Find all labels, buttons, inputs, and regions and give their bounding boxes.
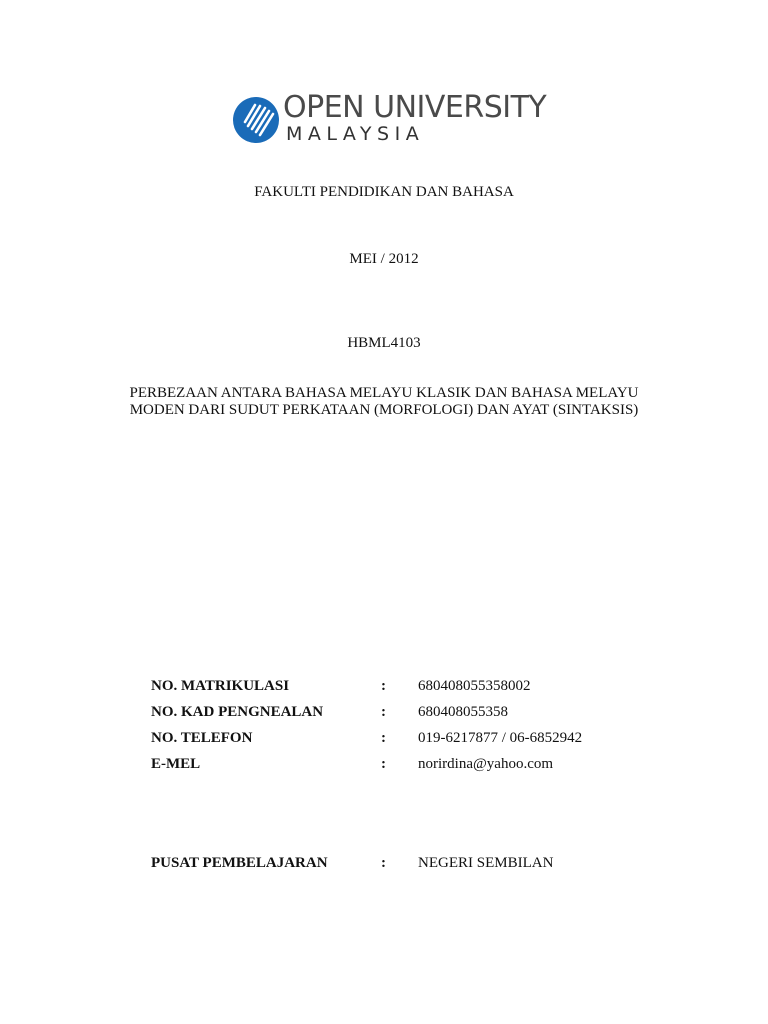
info-colon: : [381,678,386,694]
course-code: HBML4103 [347,335,421,351]
oum-globe-icon [232,96,280,144]
info-value: 680408055358 [418,704,508,720]
university-logo [232,90,552,152]
info-value: 019-6217877 / 06-6852942 [418,730,583,746]
info-label: PUSAT PEMBELAJARAN [151,855,328,871]
semester: MEI / 2012 [349,251,419,267]
assignment-title-line1: PERBEZAAN ANTARA BAHASA MELAYU KLASIK DAN BAHASA MELAYU [129,385,639,401]
info-value: 680408055358002 [418,678,531,694]
info-colon: : [381,704,386,720]
info-value: NEGERI SEMBILAN [418,855,554,871]
info-colon: : [381,855,386,871]
logo-wordmark-line1: OPEN UNIVERSITY [283,90,547,125]
assignment-title-line2: MODEN DARI SUDUT PERKATAAN (MORFOLOGI) DAN AYAT (SINTAKSIS) [129,402,639,418]
info-colon: : [381,756,386,772]
info-colon: : [381,730,386,746]
info-label: NO. TELEFON [151,730,253,746]
info-label: NO. KAD PENGNEALAN [151,704,324,720]
info-value: norirdina@yahoo.com [418,756,554,772]
info-label: NO. MATRIKULASI [151,678,290,694]
logo-wordmark-line2: MALAYSIA [286,123,425,145]
faculty-name: FAKULTI PENDIDIKAN DAN BAHASA [254,184,514,200]
info-label: E-MEL [151,756,201,772]
